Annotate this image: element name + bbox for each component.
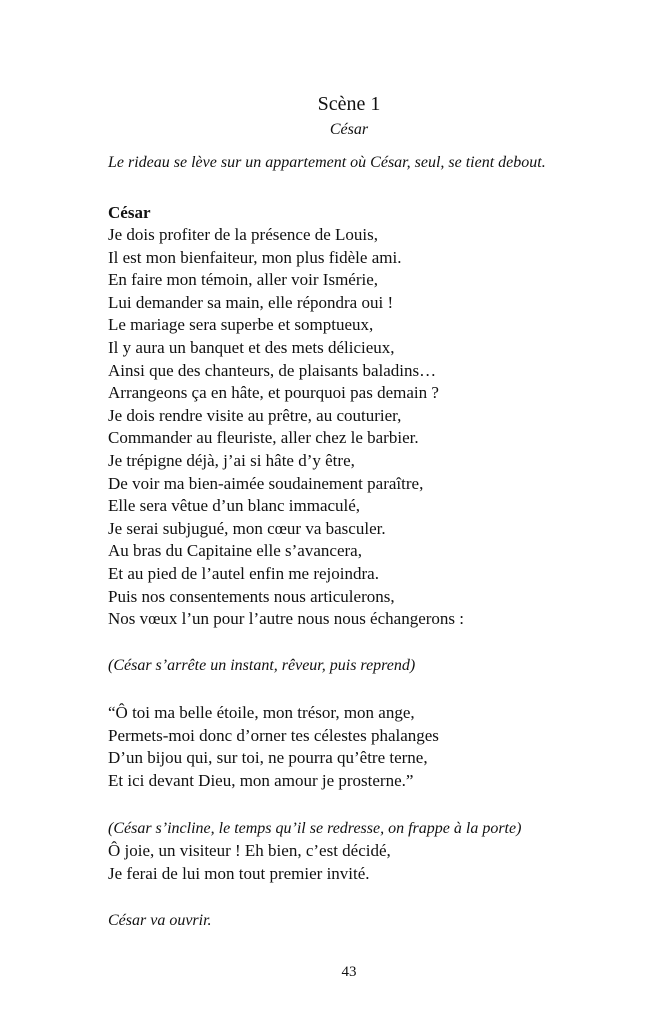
verse-line: Je dois profiter de la présence de Louis, xyxy=(108,225,379,244)
verse-line: Je serai subjugué, mon cœur va basculer. xyxy=(108,518,386,538)
verse-line: Et ici devant Dieu, mon amour je prosterne.” xyxy=(108,770,414,790)
verse-line: Arrangeons ça en hâte, et pourquoi pas demain ? xyxy=(108,383,439,403)
scene-title: Scène 1 xyxy=(317,93,381,115)
scene-characters: César xyxy=(329,121,369,138)
verse-block-vows xyxy=(108,702,439,792)
verse-line: D’un bijou qui, sur toi, ne pourra qu’être terne, xyxy=(108,748,428,768)
verse-line: Je ferai de lui mon tout premier invité. xyxy=(108,863,370,883)
book-page xyxy=(108,0,578,1035)
verse-line: Elle sera vêtue d’un blanc immaculé, xyxy=(108,496,361,516)
verse-block-main xyxy=(108,224,464,631)
verse-line: Et au pied de l’autel enfin me rejoindra. xyxy=(108,563,379,583)
verse-line: Je trépigne déjà, j’ai si hâte d’y être, xyxy=(108,450,355,470)
stage-direction-pause: (César s’arrête un instant, rêveur, puis reprend) xyxy=(108,657,416,674)
verse-line: Ô joie, un visiteur ! Eh bien, c’est décidé, xyxy=(108,841,391,860)
stage-direction-opening: Le rideau se lève sur un appartement où César, seul, se tient debout. xyxy=(108,154,546,171)
verse-block-visitor xyxy=(108,840,391,885)
verse-line: Le mariage sera superbe et somptueux, xyxy=(108,315,374,335)
verse-line: Je dois rendre visite au prêtre, au couturier, xyxy=(108,405,402,425)
verse-line: Nos vœux l’un pour l’autre nous nous échangerons : xyxy=(108,609,464,629)
verse-line: Il y aura un banquet et des mets délicieux, xyxy=(108,337,395,357)
verse-line: “Ô toi ma belle étoile, mon trésor, mon ange, xyxy=(108,703,415,722)
verse-line: De voir ma bien-aimée soudainement paraître, xyxy=(108,473,424,493)
verse-line: Au bras du Capitaine elle s’avancera, xyxy=(108,541,362,561)
verse-line: Il est mon bienfaiteur, mon plus fidèle ami. xyxy=(108,247,402,267)
verse-line: Puis nos consentements nous articulerons, xyxy=(108,586,395,606)
verse-line: Ainsi que des chanteurs, de plaisants baladins… xyxy=(108,360,437,380)
verse-line: Commander au fleuriste, aller chez le barbier. xyxy=(108,428,419,448)
speaker-name: César xyxy=(108,203,151,222)
stage-direction-knock: (César s’incline, le temps qu’il se redresse, on frappe à la porte) xyxy=(108,820,522,837)
page-number: 43 xyxy=(341,964,357,980)
verse-line: En faire mon témoin, aller voir Ismérie, xyxy=(108,270,379,290)
verse-line: Permets-moi donc d’orner tes célestes phalanges xyxy=(108,725,439,745)
stage-direction-final: César va ouvrir. xyxy=(108,912,212,929)
verse-line: Lui demander sa main, elle répondra oui ! xyxy=(108,292,394,312)
